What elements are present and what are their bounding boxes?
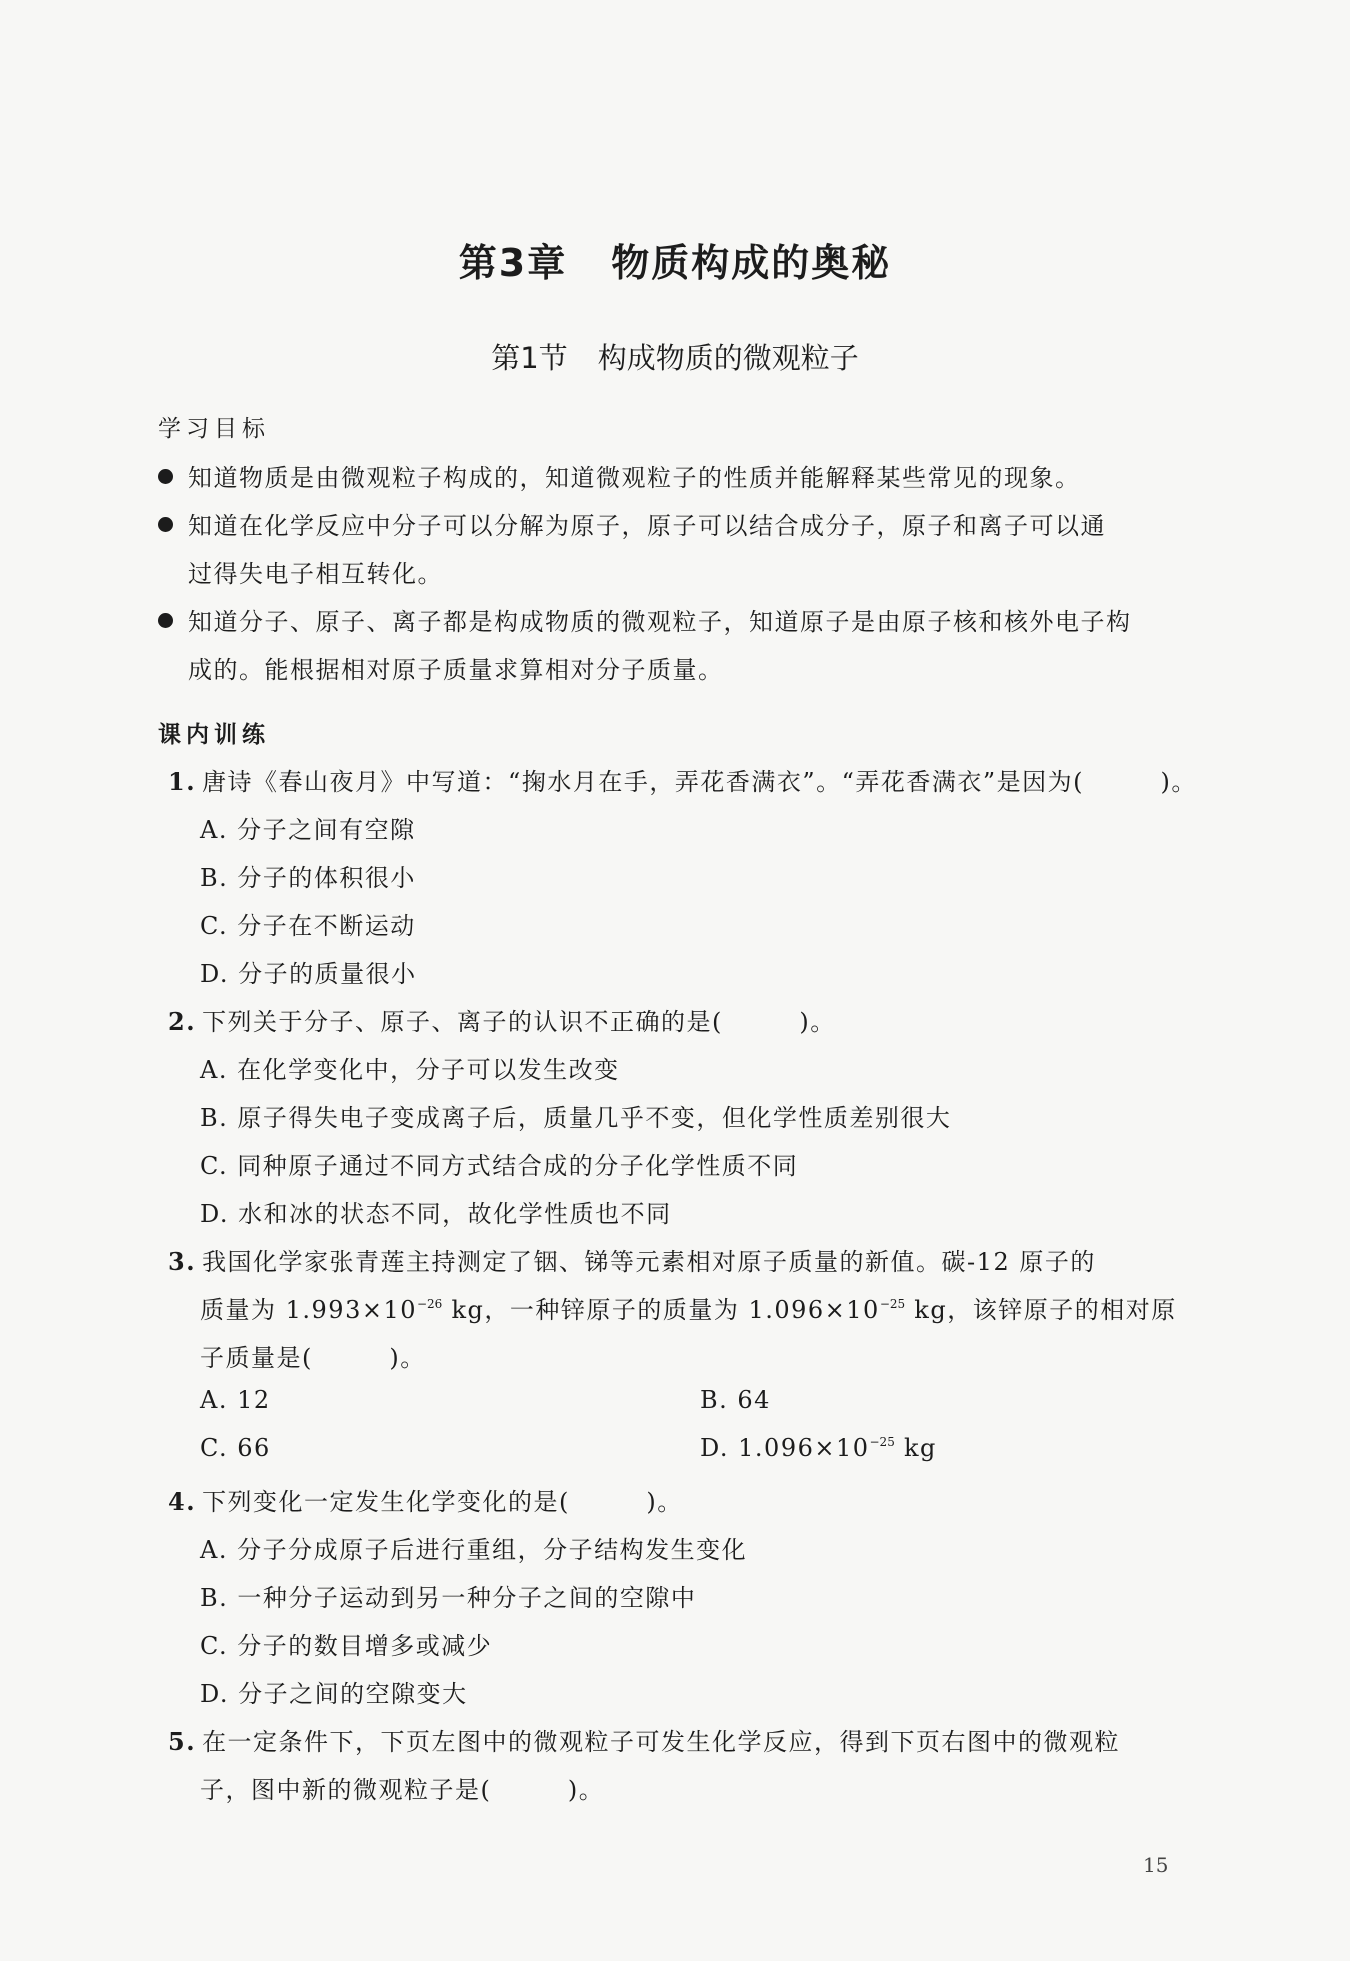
objective-2-line-2: 过得失电子相互转化。 [188,560,443,588]
page-number: 15 [1143,1853,1169,1877]
question-number: 1. [168,767,197,796]
q1-option-d: D. 分子的质量很小 [200,960,417,988]
q2-option-d: D. 水和冰的状态不同，故化学性质也不同 [200,1200,672,1228]
chapter-name: 物质构成的奥秘 [611,241,892,285]
q3-exponent: −25 [879,1297,906,1311]
question-number: 2. [168,1007,197,1036]
q3-option-b: B. 64 [700,1386,771,1414]
section-number: 第1节 [491,341,568,375]
bullet-dot-icon [158,469,173,484]
objective-3-line-1: 知道分子、原子、离子都是构成物质的微观粒子，知道原子是由原子核和核外电子构 [188,608,1132,636]
question-stem: 下列关于分子、原子、离子的认识不正确的是( )。 [202,1008,836,1036]
q3-option-c: C. 66 [200,1434,271,1462]
q3-exponent: −26 [416,1297,443,1311]
bullet-dot-icon [158,613,173,628]
q2-option-c: C. 同种原子通过不同方式结合成的分子化学性质不同 [200,1152,799,1180]
q3-text-part: kg [894,1434,937,1462]
section-title [0,336,1350,377]
q3-text-part: kg，一种锌原子的质量为 1.096×10 [442,1296,880,1324]
question-stem: 下列变化一定发生化学变化的是( )。 [202,1488,683,1516]
objective-2-line-1: 知道在化学反应中分子可以分解为原子，原子可以结合成分子，原子和离子可以通 [188,512,1106,540]
bullet-dot-icon [158,517,173,532]
q4-option-a: A. 分子分成原子后进行重组，分子结构发生变化 [200,1536,748,1564]
q3-option-d [700,1434,937,1462]
q4-option-b: B. 一种分子运动到另一种分子之间的空隙中 [200,1584,697,1612]
practice-heading: 课内训练 [158,722,270,748]
chapter-title [0,232,1350,287]
q1-option-c: C. 分子在不断运动 [200,912,416,940]
question-stem: 唐诗《春山夜月》中写道：“掬水月在手，弄花香满衣”。“弄花香满衣”是因为( )。 [202,768,1197,796]
q1-option-b: B. 分子的体积很小 [200,864,416,892]
question-number: 5. [168,1727,197,1756]
question-3-line-3: 子质量是( )。 [200,1344,426,1372]
q3-text-part: 质量为 1.993×10 [200,1296,417,1324]
objectives-heading: 学习目标 [158,416,270,442]
question-4 [168,1482,683,1517]
section-name: 构成物质的微观粒子 [597,341,859,375]
question-number: 4. [168,1487,197,1516]
question-2 [168,1002,836,1037]
q2-option-b: B. 原子得失电子变成离子后，质量几乎不变，但化学性质差别很大 [200,1104,952,1132]
objective-3-line-2: 成的。能根据相对原子质量求算相对分子质量。 [188,656,724,684]
q3-exponent: −25 [869,1435,895,1449]
q4-option-d: D. 分子之间的空隙变大 [200,1680,468,1708]
question-5-line-2: 子，图中新的微观粒子是( )。 [200,1776,605,1804]
question-stem: 在一定条件下，下页左图中的微观粒子可发生化学反应，得到下页右图中的微观粒 [202,1728,1121,1756]
question-stem: 我国化学家张青莲主持测定了铟、锑等元素相对原子质量的新值。碳-12 原子的 [202,1248,1096,1276]
q2-option-a: A. 在化学变化中，分子可以发生改变 [200,1056,620,1084]
objective-1-line-1: 知道物质是由微观粒子构成的，知道微观粒子的性质并能解释某些常见的现象。 [188,464,1081,492]
q3-text-part: D. 1.096×10 [700,1434,870,1462]
question-number: 3. [168,1247,197,1276]
q3-text-part: kg，该锌原子的相对原 [905,1296,1177,1324]
question-5-line-1 [168,1722,1120,1757]
chapter-number: 第3章 [458,241,568,285]
question-3-line-1 [168,1242,1096,1277]
q4-option-c: C. 分子的数目增多或减少 [200,1632,493,1660]
question-3-line-2 [200,1290,1177,1325]
q1-option-a: A. 分子之间有空隙 [200,816,416,844]
question-1 [168,762,1197,797]
q3-option-a: A. 12 [200,1386,271,1414]
